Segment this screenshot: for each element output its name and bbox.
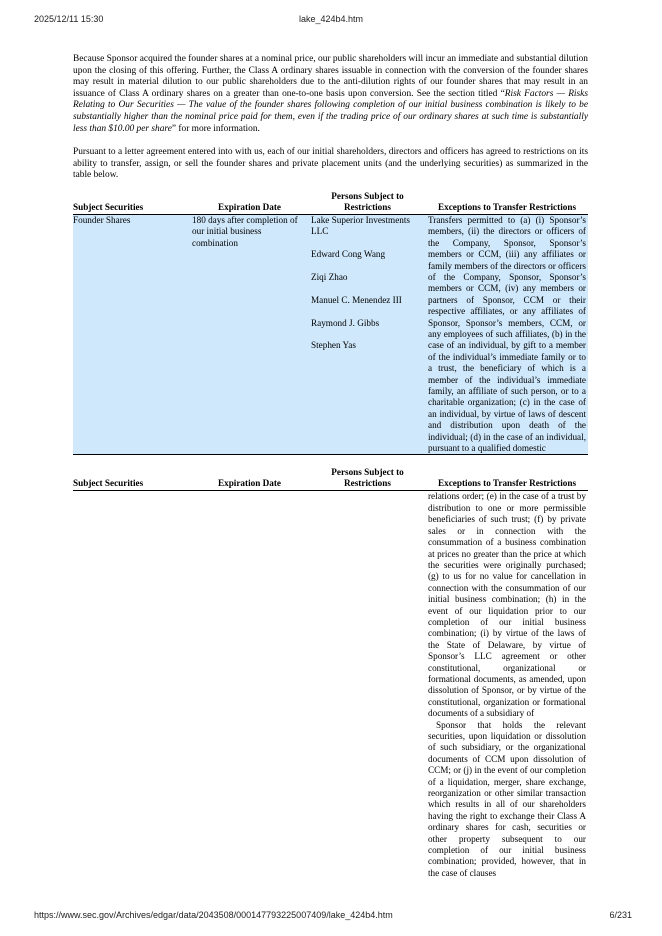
exceptions-continued-cell bbox=[426, 491, 588, 879]
transfer-restrictions-table bbox=[73, 191, 588, 456]
header-expiration-date: Expiration Date bbox=[190, 467, 309, 491]
person-name: Edward Cong Wang bbox=[311, 249, 386, 260]
empty-cell bbox=[309, 491, 426, 879]
header-exceptions: Exceptions to Transfer Restrictions bbox=[426, 191, 588, 215]
table-header-row bbox=[73, 191, 588, 215]
empty-cell bbox=[73, 491, 190, 879]
print-title: lake_424b4.htm bbox=[298, 14, 364, 24]
empty-cell bbox=[190, 491, 309, 879]
table-row bbox=[73, 491, 588, 879]
header-persons-subject: Persons Subject to Restrictions bbox=[309, 467, 426, 491]
table-row bbox=[73, 214, 588, 454]
persons-subject-cell bbox=[309, 214, 426, 454]
header-subject-securities: Subject Securities bbox=[73, 467, 190, 491]
letter-agreement-paragraph: Pursuant to a letter agreement entered into with us, each of our initial shareholders, directors and officers has agreed to restrictions on its ability to transfer, assign, or sell the founder shares and private placement units (and the underlying securities) as summarized in the table below. bbox=[73, 147, 588, 181]
person-name: Lake Superior Investments LLC bbox=[311, 214, 410, 237]
table-bottom-rule bbox=[73, 454, 588, 455]
exceptions-cell: Transfers permitted to (a) (i) Sponsor’s members, (ii) the directors or officers of the Company, Sponsor, Sponsor’s members or CCM, (iii) any affiliates or family members of the directors or officers of the Company, Sponsor, Sponsor’s members or CCM, (iv) any members or partners of Sponsor, CCM or their respective affiliates, or any affiliates of Sponsor, Sponsor’s members, CCM, or any employees of such affiliates, (b) in the case of an individual, by gift to a member of the individual’s immediate family or to a trust, the beneficiary of which is a member of the individual’s immediate family, an affiliate of such person, or to a charitable organization; (c) in the case of an individual, by virtue of laws of descent and distribution upon death of the individual; (d) in the case of an individual, pursuant to a qualified domestic bbox=[428, 214, 587, 454]
person-name: Raymond J. Gibbs bbox=[311, 317, 380, 328]
header-expiration-date: Expiration Date bbox=[190, 191, 309, 215]
print-datetime: 2025/12/11 15:30 bbox=[34, 14, 104, 24]
table-header-row bbox=[73, 467, 588, 491]
expiration-date-cell: 180 days after completion of our initial business combination bbox=[190, 214, 309, 454]
dilution-tail: ” for more information. bbox=[171, 123, 260, 134]
exceptions-continued-part2: Sponsor that holds the relevant securities, upon liquidation or dissolution of such subsidiary, or the organizational documents of CCM upon dissolution of CCM; or (j) in the event of our completion of a liquidation, merger, share exchange, reorganization or other similar transaction which results in all of our shareholders having the right to exchange their Class A ordinary shares for cash, securities or other property subsequent to our completion of our initial business combination; provided, however, that in the case of clauses bbox=[428, 719, 586, 878]
exceptions-continued-part1: relations order; (e) in the case of a trust by distribution to one or more permissible beneficiaries of such trust; (f) by private sales or in connection with the consummation of a business combination at prices no greater than the price at which the securities were originally purchased; (g) to us for no value for cancellation in connection with the consummation of our initial business combination; (h) in the event of our liquidation prior to our completion of our initial business combination; (i) by virtue of the laws of the State of Delaware, by virtue of Sponsor’s LLC agreement or other constitutional, organizational or formational documents, as amended, upon dissolution of Sponsor, or by virtue of the constitutional, organization or formational documents of a subsidiary of bbox=[428, 491, 586, 719]
transfer-restrictions-table-continued bbox=[73, 467, 588, 879]
document-content bbox=[73, 54, 588, 879]
header-persons-subject: Persons Subject to Restrictions bbox=[309, 191, 426, 215]
person-name: Ziqi Zhao bbox=[311, 271, 348, 282]
header-subject-securities: Subject Securities bbox=[73, 191, 190, 215]
dilution-text: Because Sponsor acquired the founder shares at a nominal price, our public shareholders will incur an immediate and substantial dilution upon the closing of this offering. Further, the Class A ordinary shares issuable in connection with the conversion of the founder shares may result in material dilution to our public shareholders due to the anti-dilution rights of our founder shares that may result in an issuance of Class A ordinary shares on a greater than one-to-one basis upon conversion. See the section titled “ bbox=[73, 54, 588, 99]
person-name: Stephen Yas bbox=[311, 340, 356, 351]
header-exceptions: Exceptions to Transfer Restrictions bbox=[426, 467, 588, 491]
subject-securities-cell: Founder Shares bbox=[73, 214, 190, 454]
risk-factor-reference: Risk Factors — Risks Relating to Our Securities — The value of the founder shares following completion of our initial business combination is likely to be substantially higher than the nominal price paid for them, even if the trading price of our ordinary shares at such time is substantially less than $10.00 per share bbox=[73, 88, 588, 134]
dilution-paragraph bbox=[73, 54, 588, 135]
print-page-number: 6/231 bbox=[609, 910, 632, 920]
person-name: Manuel C. Menendez III bbox=[311, 294, 402, 305]
print-url: https://www.sec.gov/Archives/edgar/data/2043508/000147793225007409/lake_424b4.htm bbox=[34, 910, 393, 920]
